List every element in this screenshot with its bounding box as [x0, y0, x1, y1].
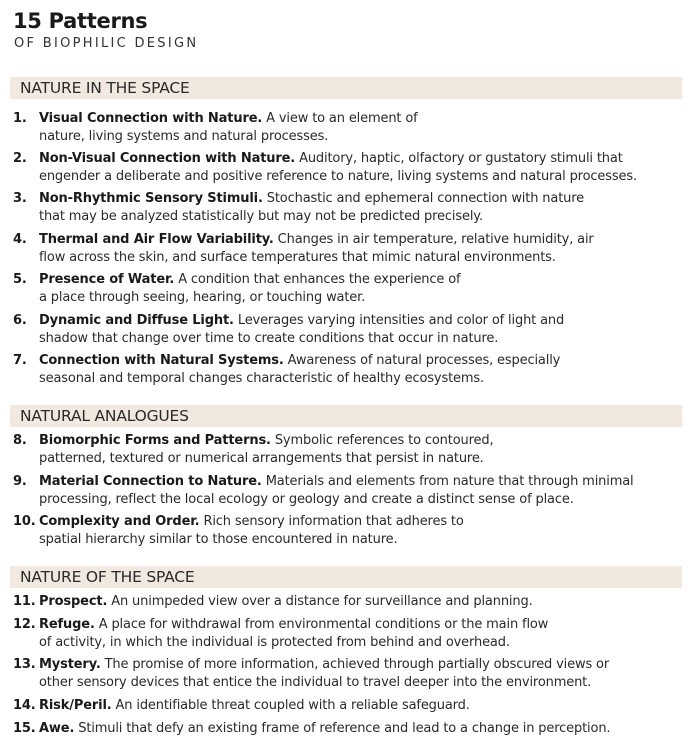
pattern-name: Dynamic and Diffuse Light. — [39, 313, 234, 328]
pattern-name: Visual Connection with Nature. — [39, 111, 263, 126]
pattern-number: 14. — [13, 698, 36, 713]
pattern-name: Mystery. — [39, 657, 101, 672]
pattern-name: Refuge. — [39, 617, 95, 632]
pattern-number: 10. — [13, 514, 36, 529]
pattern-description: Symbolic references to contoured, — [274, 433, 494, 448]
pattern-description-cont: patterned, textured or numerical arrangements that persist in nature. — [39, 451, 484, 466]
pattern-description: Awareness of natural processes, especially — [287, 353, 561, 368]
pattern-name: Biomorphic Forms and Patterns. — [39, 433, 271, 448]
pattern-number: 1. — [13, 111, 27, 126]
pattern-description: Leverages varying intensities and color of light and — [237, 313, 565, 328]
pattern-name: Non-Rhythmic Sensory Stimuli. — [39, 191, 263, 206]
pattern-description: The promise of more information, achieved through partially obscured views or — [104, 657, 610, 672]
page-title: 15 Patterns — [13, 9, 148, 33]
pattern-description-cont: a place through seeing, hearing, or touching water. — [39, 290, 366, 305]
pattern-number: 8. — [13, 433, 27, 448]
pattern-description-cont: other sensory devices that entice the individual to travel deeper into the environment. — [39, 675, 592, 690]
section-header-natural-analogues: NATURAL ANALOGUES — [10, 405, 682, 427]
pattern-name: Thermal and Air Flow Variability. — [39, 232, 274, 247]
pattern-description-cont: processing, reflect the local ecology or geology and create a distinct sense of place. — [39, 492, 574, 507]
pattern-description: Stochastic and ephemeral connection with nature — [266, 191, 584, 206]
pattern-description: A condition that enhances the experience of — [178, 272, 461, 287]
pattern-name: Awe. — [39, 721, 75, 736]
section-header-nature-of-the-space: NATURE OF THE SPACE — [10, 566, 682, 588]
pattern-description-cont: engender a deliberate and positive reference to nature, living systems and natural processes. — [39, 169, 637, 184]
pattern-description: Auditory, haptic, olfactory or gustatory stimuli that — [299, 151, 623, 166]
pattern-description-cont: shadow that change over time to create conditions that occur in nature. — [39, 331, 499, 346]
page-subtitle: OF BIOPHILIC DESIGN — [14, 36, 199, 51]
pattern-description: Materials and elements from nature that through minimal — [265, 474, 634, 489]
pattern-name: Presence of Water. — [39, 272, 175, 287]
pattern-number: 5. — [13, 272, 27, 287]
pattern-description-cont: nature, living systems and natural processes. — [39, 129, 329, 144]
pattern-number: 9. — [13, 474, 27, 489]
pattern-name: Complexity and Order. — [39, 514, 200, 529]
pattern-description-cont: seasonal and temporal changes characteristic of healthy ecosystems. — [39, 371, 484, 386]
pattern-name: Risk/Peril. — [39, 698, 112, 713]
pattern-name: Connection with Natural Systems. — [39, 353, 284, 368]
pattern-number: 4. — [13, 232, 27, 247]
pattern-description: An identifiable threat coupled with a reliable safeguard. — [115, 698, 470, 713]
pattern-description-cont: spatial hierarchy similar to those encountered in nature. — [39, 532, 398, 547]
pattern-description: Changes in air temperature, relative humidity, air — [277, 232, 594, 247]
pattern-description: A view to an element of — [266, 111, 418, 126]
pattern-description: A place for withdrawal from environmental conditions or the main flow — [98, 617, 549, 632]
pattern-number: 12. — [13, 617, 36, 632]
section-header-nature-in-the-space: NATURE IN THE SPACE — [10, 77, 682, 99]
pattern-name: Material Connection to Nature. — [39, 474, 262, 489]
pattern-description: Stimuli that defy an existing frame of reference and lead to a change in perception. — [78, 721, 611, 736]
pattern-name: Prospect. — [39, 594, 108, 609]
pattern-number: 6. — [13, 313, 27, 328]
pattern-description: Rich sensory information that adheres to — [203, 514, 464, 529]
pattern-description-cont: of activity, in which the individual is protected from behind and overhead. — [39, 635, 510, 650]
pattern-number: 7. — [13, 353, 27, 368]
pattern-number: 2. — [13, 151, 27, 166]
pattern-number: 11. — [13, 594, 36, 609]
pattern-number: 15. — [13, 721, 36, 736]
pattern-name: Non-Visual Connection with Nature. — [39, 151, 296, 166]
pattern-number: 13. — [13, 657, 36, 672]
pattern-number: 3. — [13, 191, 27, 206]
pattern-description-cont: flow across the skin, and surface temperatures that mimic natural environments. — [39, 250, 556, 265]
pattern-description-cont: that may be analyzed statistically but may not be predicted precisely. — [39, 209, 483, 224]
pattern-description: An unimpeded view over a distance for surveillance and planning. — [111, 594, 533, 609]
